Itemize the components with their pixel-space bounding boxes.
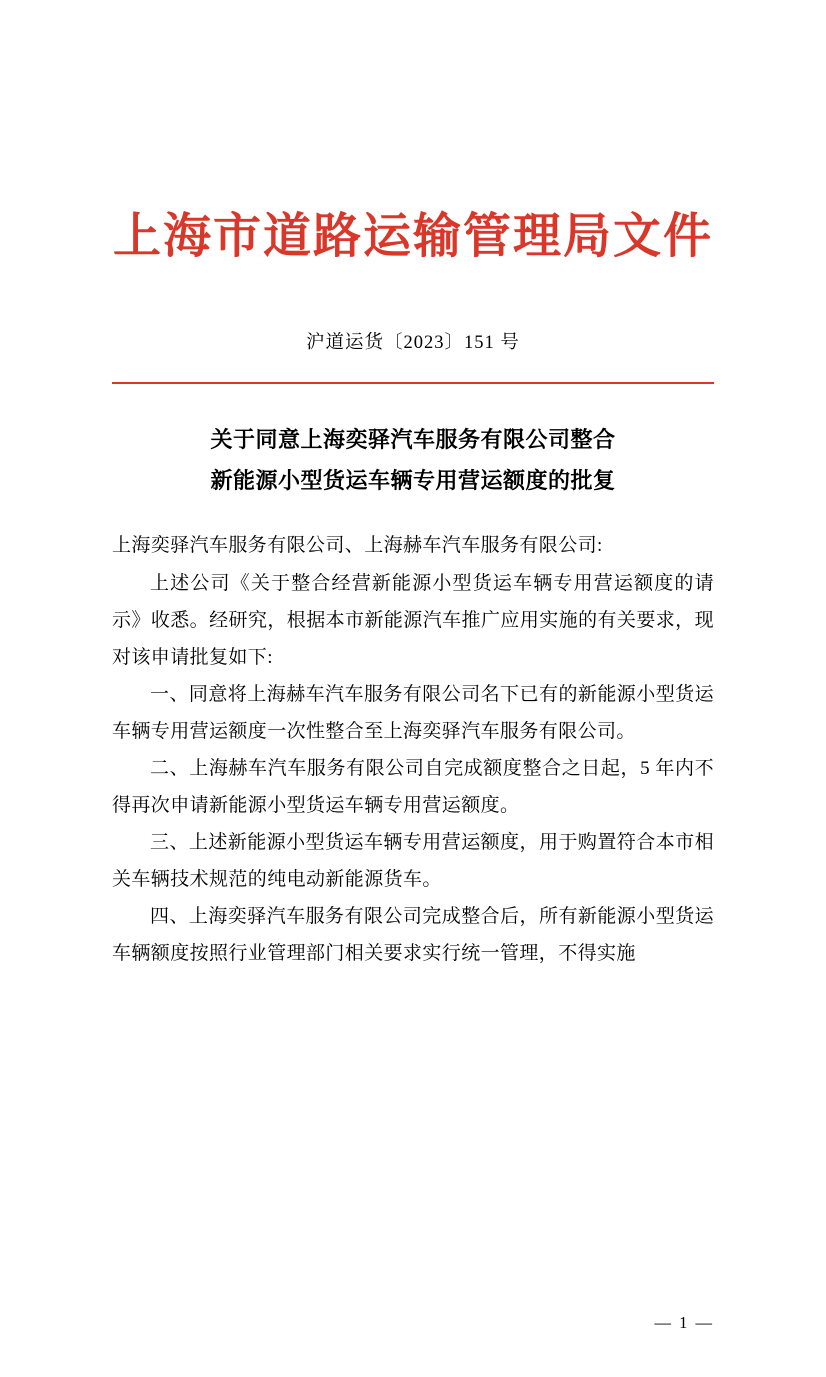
body-paragraph-5: 四、上海奕驿汽车服务有限公司完成整合后，所有新能源小型货运车辆额度按照行业管理部门相关要求实行统一管理，不得实施 (112, 905, 714, 964)
page-number-marker: — 1 — (654, 1313, 714, 1332)
body-paragraph-4: 三、上述新能源小型货运车辆专用营运额度，用于购置符合本市相关车辆技术规范的纯电动新能源货车。 (112, 831, 714, 890)
body-paragraph-1: 上述公司《关于整合经营新能源小型货运车辆专用营运额度的请示》收悉。经研究，根据本市新能源汽车推广应用实施的有关要求，现对该申请批复如下: (112, 572, 714, 668)
body-paragraph-2: 一、同意将上海赫车汽车服务有限公司名下已有的新能源小型货运车辆专用营运额度一次性整合至上海奕驿汽车服务有限公司。 (112, 683, 714, 742)
addressee-line: 上海奕驿汽车服务有限公司、上海赫车汽车服务有限公司: (112, 535, 603, 557)
document-body (112, 527, 714, 972)
document-number: 沪道运货〔2023〕151 号 (306, 332, 520, 353)
body-paragraph-3: 二、上海赫车汽车服务有限公司自完成额度整合之日起，5 年内不得再次申请新能源小型货运车辆专用营运额度。 (112, 757, 714, 816)
document-title: 上海市道路运输管理局文件 (112, 210, 713, 263)
subject-heading (112, 420, 714, 501)
subject-heading-line-1: 关于同意上海奕驿汽车服务有限公司整合 (210, 427, 616, 453)
subject-heading-line-2: 新能源小型货运车辆专用营运额度的批复 (210, 467, 616, 493)
red-divider-rule (112, 382, 714, 385)
document-page (0, 208, 826, 1377)
